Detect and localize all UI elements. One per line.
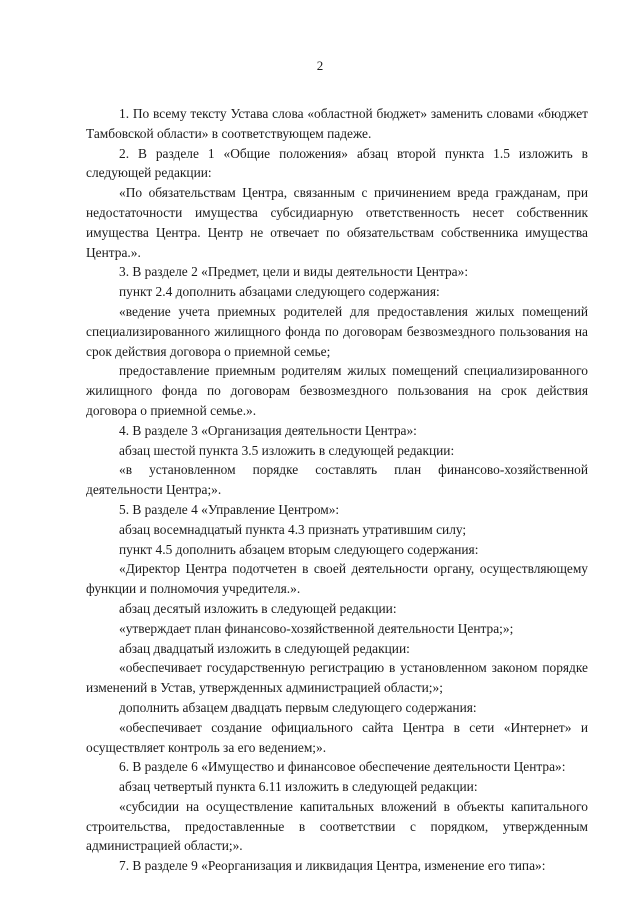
- paragraph-1: 1. По всему тексту Устава слова «областной бюджет» заменить словами «бюджет Тамбовской области» в соответствующем падеже.: [86, 106, 588, 141]
- paragraph-7: предоставление приемным родителям жилых помещений специализированного жилищного фонда по договорам безвозмездного пользования на срок действия договора о приемной семье.».: [86, 363, 588, 418]
- paragraph-11: 5. В разделе 4 «Управление Центром»:: [119, 501, 340, 517]
- paragraph-6: «ведение учета приемных родителей для предоставления жилых помещений специализированного жилищного фонда по договорам безвозмездного пользования на срок действия договора о приемной семье;: [86, 303, 588, 359]
- paragraph-9: абзац шестой пункта 3.5 изложить в следующей редакции:: [119, 442, 455, 458]
- paragraph-4: 3. В разделе 2 «Предмет, цели и виды деятельности Центра»:: [119, 264, 469, 280]
- paragraph-19: дополнить абзацем двадцать первым следующего содержания:: [119, 699, 477, 715]
- paragraph-2: 2. В разделе 1 «Общие положения» абзац второй пункта 1.5 изложить в следующей редакции:: [86, 145, 588, 181]
- paragraph-8: 4. В разделе 3 «Организация деятельности Центра»:: [119, 422, 417, 438]
- paragraph-18: «обеспечивает государственную регистрацию в установленном законом порядке изменений в Устав, утвержденных администрацией области;»;: [86, 660, 588, 696]
- paragraph-12: абзац восемнадцатый пункта 4.3 признать утратившим силу;: [119, 521, 467, 537]
- document-body: [86, 104, 588, 876]
- paragraph-13: пункт 4.5 дополнить абзацем вторым следующего содержания:: [119, 541, 479, 557]
- paragraph-5: пункт 2.4 дополнить абзацами следующего содержания:: [119, 284, 440, 300]
- paragraph-21: 6. В разделе 6 «Имущество и финансовое обеспечение деятельности Центра»:: [119, 759, 566, 775]
- paragraph-20: «обеспечивает создание официального сайта Центра в сети «Интернет» и осуществляет контроль за его ведением;».: [86, 719, 588, 755]
- paragraph-24: 7. В разделе 9 «Реорганизация и ликвидация Центра, изменение его типа»:: [119, 858, 546, 874]
- paragraph-14: «Директор Центра подотчетен в своей деятельности органу, осуществляющему функции и полномочия учредителя.».: [86, 561, 588, 597]
- paragraph-17: абзац двадцатый изложить в следующей редакции:: [119, 640, 410, 656]
- paragraph-22: абзац четвертый пункта 6.11 изложить в следующей редакции:: [119, 779, 478, 795]
- paragraph-3: «По обязательствам Центра, связанным с причинением вреда гражданам, при недостаточности имущества субсидиарную ответственность несет собственник имущества Центра. Центр не отвечает по обязательствам собственника имущества Центра.».: [86, 185, 588, 260]
- paragraph-15: абзац десятый изложить в следующей редакции:: [119, 600, 397, 616]
- paragraph-23: «субсидии на осуществление капитальных вложений в объекты капитального строительства, предоставленные в соответствии с порядком, утвержденным администрацией области;».: [86, 798, 588, 854]
- paragraph-16: «утверждает план финансово-хозяйственной деятельности Центра;»;: [119, 620, 514, 636]
- paragraph-10: «в установленном порядке составлять план финансово-хозяйственной деятельности Центра;».: [86, 462, 588, 498]
- page-number: 2: [316, 58, 324, 73]
